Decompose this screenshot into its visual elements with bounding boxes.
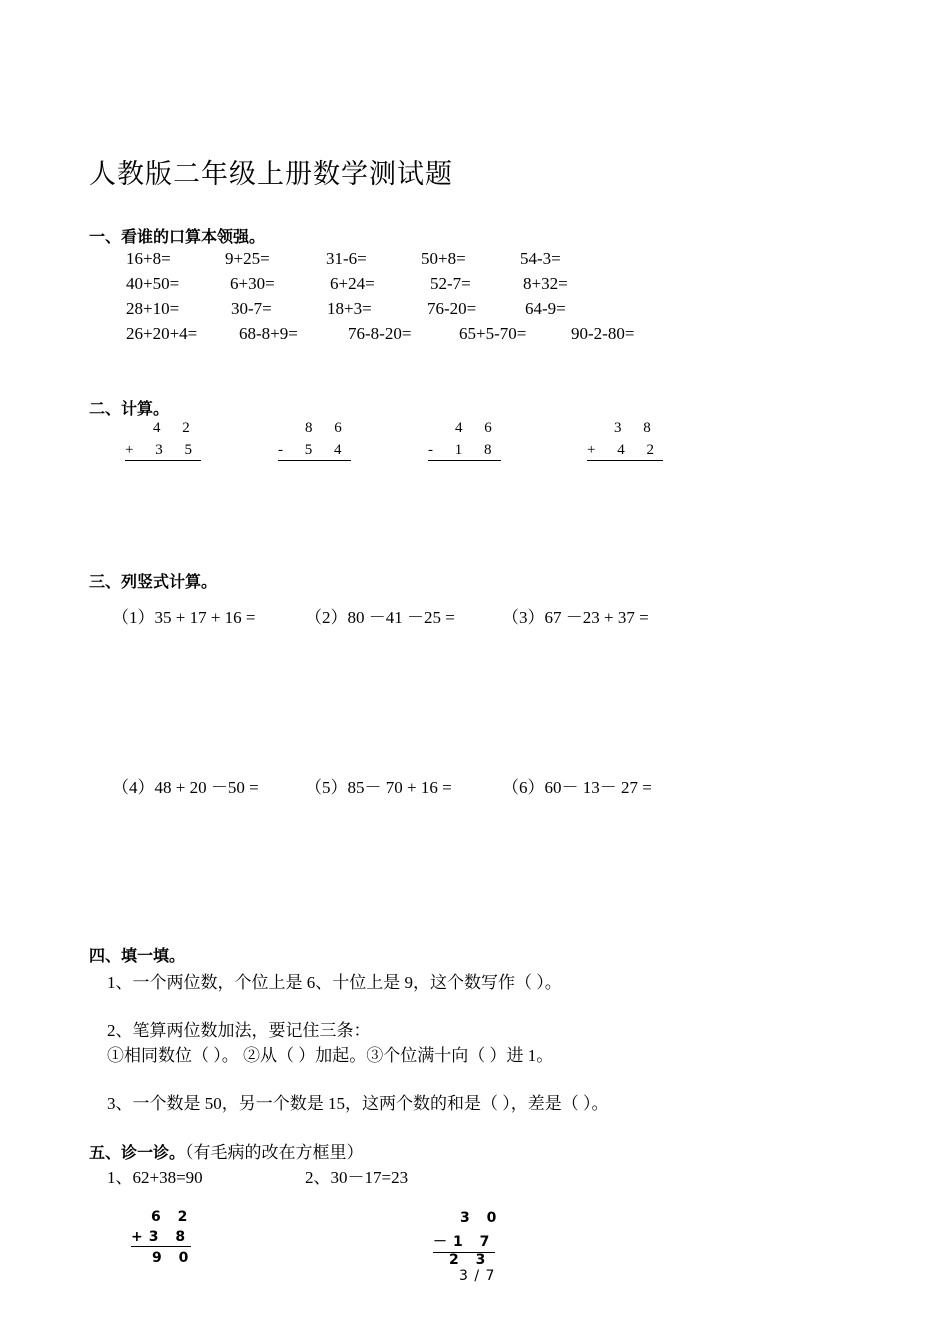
oral-problem: 90-2-80= xyxy=(571,324,635,343)
work-result-number: 9 0 xyxy=(152,1250,195,1266)
section-5-note: （有毛病的改在方框里） xyxy=(185,1143,364,1162)
column-calc-problem: （4）48 + 20 －50 = xyxy=(112,778,259,797)
section-4-heading: 四、填一填。 xyxy=(89,946,186,965)
oral-problem: 6+30= xyxy=(230,274,275,293)
section-5-heading: 五、诊一诊。 xyxy=(89,1143,186,1162)
work-middle-number: +3 8 xyxy=(131,1229,192,1245)
section-2-heading: 二、计算。 xyxy=(89,399,170,418)
work-middle-number: －1 7 xyxy=(433,1231,495,1253)
work-top-number: 6 2 xyxy=(151,1209,194,1225)
oral-problem: 52-7= xyxy=(430,274,471,293)
column-calc-problem: （1）35 + 17 + 16 = xyxy=(112,608,256,627)
diagnose-item: 1、62+38=90 xyxy=(107,1168,203,1187)
fill-item: 1、一个两位数，个位上是 6、十位上是 9，这个数写作（ ）。 xyxy=(107,973,562,992)
oral-problem: 68-8+9= xyxy=(239,324,298,343)
oral-problem: 18+3= xyxy=(327,299,372,318)
oral-problem: 8+32= xyxy=(523,274,568,293)
vertical-bottom-number: - 5 4 xyxy=(278,442,351,461)
work-result-number: 2 3 xyxy=(449,1252,492,1268)
oral-problem: 76-8-20= xyxy=(348,324,412,343)
vertical-bottom-number: - 1 8 xyxy=(428,442,501,461)
vertical-top-number: 8 6 xyxy=(305,420,351,436)
column-calc-problem: （3）67 －23 + 37 = xyxy=(502,608,649,627)
fill-item: 2、笔算两位数加法，要记住三条： xyxy=(107,1021,371,1040)
oral-problem: 6+24= xyxy=(330,274,375,293)
section-1-heading: 一、看谁的口算本领强。 xyxy=(89,227,266,246)
vertical-top-number: 3 8 xyxy=(614,420,660,436)
oral-problem: 65+5-70= xyxy=(459,324,527,343)
page-title: 人教版二年级上册数学测试题 xyxy=(89,159,453,189)
oral-problem: 50+8= xyxy=(421,249,466,268)
section-3-heading: 三、列竖式计算。 xyxy=(89,572,218,591)
oral-problem: 40+50= xyxy=(126,274,180,293)
vertical-bottom-number: + 4 2 xyxy=(587,442,663,461)
section-5-header xyxy=(89,1138,364,1163)
vertical-top-number: 4 6 xyxy=(455,420,501,436)
vertical-bottom-number: + 3 5 xyxy=(125,442,201,461)
diagnose-item: 2、30－17=23 xyxy=(305,1168,409,1187)
oral-problem: 26+20+4= xyxy=(126,324,198,343)
column-calc-problem: （6）60－ 13－ 27 = xyxy=(502,778,652,797)
oral-problem: 30-7= xyxy=(231,299,272,318)
oral-problem: 31-6= xyxy=(326,249,367,268)
work-top-number: 3 0 xyxy=(460,1210,503,1226)
oral-problem: 54-3= xyxy=(520,249,561,268)
fill-item: ①相同数位（ ）。 ②从（ ）加起。③个位满十向（ ）进 1。 xyxy=(107,1046,554,1065)
oral-problem: 16+8= xyxy=(126,249,171,268)
column-calc-problem: （2）80 －41 －25 = xyxy=(305,608,455,627)
column-calc-problem: （5）85－ 70 + 16 = xyxy=(305,778,452,797)
oral-problem: 76-20= xyxy=(427,299,477,318)
oral-problem: 64-9= xyxy=(525,299,566,318)
page-number: 3 / 7 xyxy=(459,1268,496,1284)
oral-problem: 9+25= xyxy=(225,249,270,268)
vertical-top-number: 4 2 xyxy=(153,420,199,436)
fill-item: 3、一个数是 50，另一个数是 15，这两个数的和是（ ），差是（ ）。 xyxy=(107,1094,609,1113)
oral-problem: 28+10= xyxy=(126,299,180,318)
